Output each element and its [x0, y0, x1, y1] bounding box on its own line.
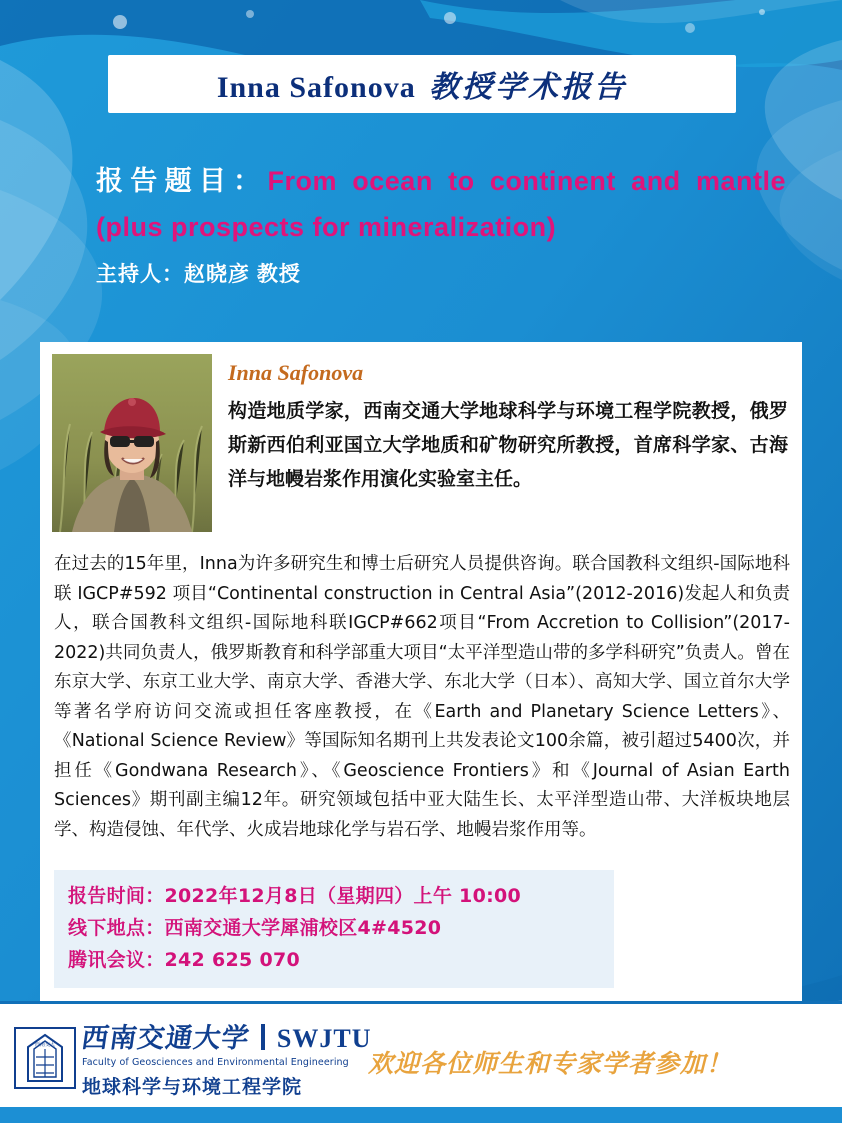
title-speaker-name: Inna Safonova: [216, 71, 416, 104]
talk-title-text: From ocean to continent and mantle (plus prospects for mineralization): [96, 166, 786, 242]
logo-faculty-chinese: 地球科学与环境工程学院: [82, 1076, 303, 1098]
logo-faculty-english: Faculty of Geosciences and Environmental Engineering: [82, 1057, 349, 1068]
page-title: [217, 62, 627, 106]
poster-title-box: [108, 55, 736, 113]
host-line: 主持人：赵晓彦 教授: [96, 263, 301, 286]
footer: [0, 1001, 842, 1123]
logo-english-abbr: SWJTU: [276, 1024, 372, 1053]
event-info-block: [54, 870, 614, 988]
speaker-biography: 在过去的15年里，Inna为许多研究生和博士后研究人员提供咨询。联合国教科文组织-国际地科联 IGCP#592 项目“Continental construction in Central Asia”(2012-2016)发起人和负责人，联合国教科文组织-国际地科联IGCP#662项目“From Accretion to Collision”(2017-2022)共同负责人，俄罗斯教育和科学部重大项目“太平洋型造山带的多学科研究”负责人。曾在东京大学、东京工业大学、南京大学、香港大学、东北大学（日本）、高知大学、国立首尔大学等著名学府访问交流或担任客座教授，在《Earth and Planetary Science Letters》、《National Science Review》等国际知名期刊上共发表论文100余篇，被引超过5400次，并担任《Gondwana Research》、《Geoscience Frontiers》和《Journal of Asian Earth Sciences》期刊副主编12年。研究领域包括中亚大陆生长、太平洋型造山带、大洋板块地层学、构造侵蚀、年代学、火成岩地球化学与岩石学、地幔岩浆作用等。: [54, 554, 790, 840]
portrait-illustration: [52, 354, 212, 532]
footer-bottom-strip: [0, 1107, 842, 1123]
talk-title-label: 报告题目：: [96, 166, 268, 196]
talk-title-block: [96, 158, 786, 288]
speaker-photo: [52, 354, 212, 532]
speaker-bio-cn: 构造地质学家，西南交通大学地球科学与环境工程学院教授，俄罗斯新西伯利亚国立大学地质和矿物研究所教授，首席科学家、古海洋与地幔岩浆作用演化实验室主任。: [228, 400, 788, 490]
title-chinese: 教授学术报告: [415, 70, 628, 105]
logo-text-block: [79, 1016, 372, 1099]
logo-divider: [261, 1024, 265, 1050]
welcome-message: 欢迎各位师生和专家学者参加！: [368, 1049, 733, 1078]
event-time: 报告时间：2022年12月8日（星期四）上午 10:00: [68, 885, 522, 907]
logo-chinese-name: 西南交通大学: [79, 1023, 252, 1053]
university-logo: [14, 1016, 371, 1099]
event-meeting-id: 腾讯会议：242 625 070: [68, 949, 301, 971]
event-place: 线下地点：西南交通大学犀浦校区4#4520: [68, 917, 442, 939]
talk-title-line: [96, 158, 786, 250]
header-band: [0, 0, 842, 140]
content-card: [40, 342, 802, 1002]
svg-text:西南交大: 西南交大: [34, 1041, 56, 1048]
speaker-name: Inna Safonova: [228, 360, 364, 385]
university-seal-icon: [14, 1027, 76, 1089]
